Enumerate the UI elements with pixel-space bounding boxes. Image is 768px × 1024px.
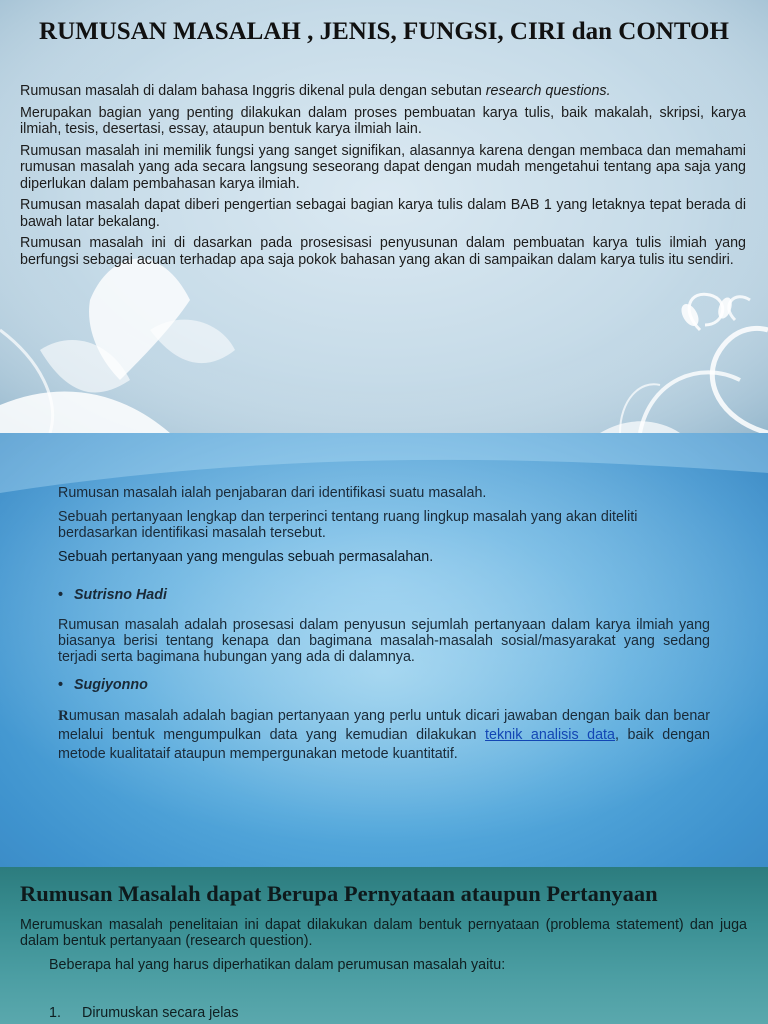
slide-1-paragraph-2: Merupakan bagian yang penting dilakukan dalam proses pembuatan karya tulis, baik makalah, skripsi, karya ilmiah, tesis, desertasi, essay, ataupun bentuk karya ilmiah lain. [20,104,746,137]
author-name: Sutrisno Hadi [74,587,167,603]
author-quote-sutrisno: Rumusan masalah adalah prosesasi dalam penyusun sejumlah pertanyaan dalam karya ilmiah yang biasanya berisi tentang kenapa dan bagimana masalah-masalah sosial/masyarakat yang sedang terjadi serta bagimana hubungan yang ada di dalamnya. [58,617,710,665]
slide-1-body [20,83,746,273]
author-name: Sugiyonno [74,677,148,693]
slide-3-title: Rumusan Masalah dapat Berupa Pernyataan ataupun Pertanyaan [20,881,658,906]
definition-paragraph-3: Sebuah pertanyaan yang mengulas sebuah permasalahan. [58,549,434,565]
slide-2-body [58,485,710,772]
list-text: Dirumuskan secara jelas [82,1005,239,1021]
author-bullet-sugiyonno [58,677,710,693]
list-item [49,1005,239,1021]
slide-3-paragraph-2: Beberapa hal yang harus diperhatikan dalam perumusan masalah yaitu: [49,957,506,973]
paragraph-text: Rumusan masalah di dalam bahasa Inggris dikenal pula dengan sebutan [20,83,486,99]
slide-1-paragraph-5: Rumusan masalah ini di dasarkan pada prosesisasi penyusunan dalam pembuatan karya tulis ilmiah yang berfungsi sebagai acuan terhadap apa saja pokok bahasan yang akan di sampaikan dalam karya tulis itu sendiri. [20,235,746,268]
quote-tail: , baik dengan metode kualitataif ataupun mempergunakan metode kuantitatif. [58,727,710,762]
author-quote-sugiyonno [58,707,710,764]
bullet-icon: • [58,677,64,693]
slide-1-paragraph-4: Rumusan masalah dapat diberi pengertian sebagai bagian karya tulis dalam BAB 1 yang letaknya tepat berada di bawah latar bekalang. [20,197,746,230]
slide-3-paragraph-1: Merumuskan masalah penelitaian ini dapat dilakukan dalam bentuk pernyataan (problema statement) dan juga dalam bentuk pertanyaan (research question). [20,917,747,949]
bullet-icon: • [58,587,64,603]
slide-2 [0,433,768,867]
definition-paragraph-2: Sebuah pertanyaan lengkap dan terperinci tentang ruang lingkup masalah yang akan diteliti berdasarkan identifikasi masalah tersebut. [58,509,638,541]
slide-1-paragraph-1 [20,83,746,100]
drop-letter: R [58,708,69,724]
quote-text: umusan masalah adalah bagian pertanyaan yang perlu untuk dicari jawaban dengan baik dan benar melalui bentuk mengumpulkan data yang kemudian dilakukan [58,708,710,743]
slide-1-title: RUMUSAN MASALAH , JENIS, FUNGSI, CIRI dan CONTOH [39,18,729,45]
research-questions-term: research questions. [485,83,611,99]
slide-3 [0,867,768,1024]
definition-paragraph-1: Rumusan masalah ialah penjabaran dari identifikasi suatu masalah. [58,485,487,501]
slide-1 [0,0,768,433]
author-bullet-sutrisno [58,587,710,603]
list-number: 1. [49,1005,61,1021]
slide-1-paragraph-3: Rumusan masalah ini memilik fungsi yang sanget signifikan, alasannya karena dengan membaca dan memahami rumusan masalah yang ada secara langsung seseorang dapat dengan mudah mengetahui tentang apa saja yang diperlukan dalam pembahasan karya ilmiah. [20,142,746,192]
teknik-analisis-data-link[interactable]: teknik analisis data [485,727,615,743]
